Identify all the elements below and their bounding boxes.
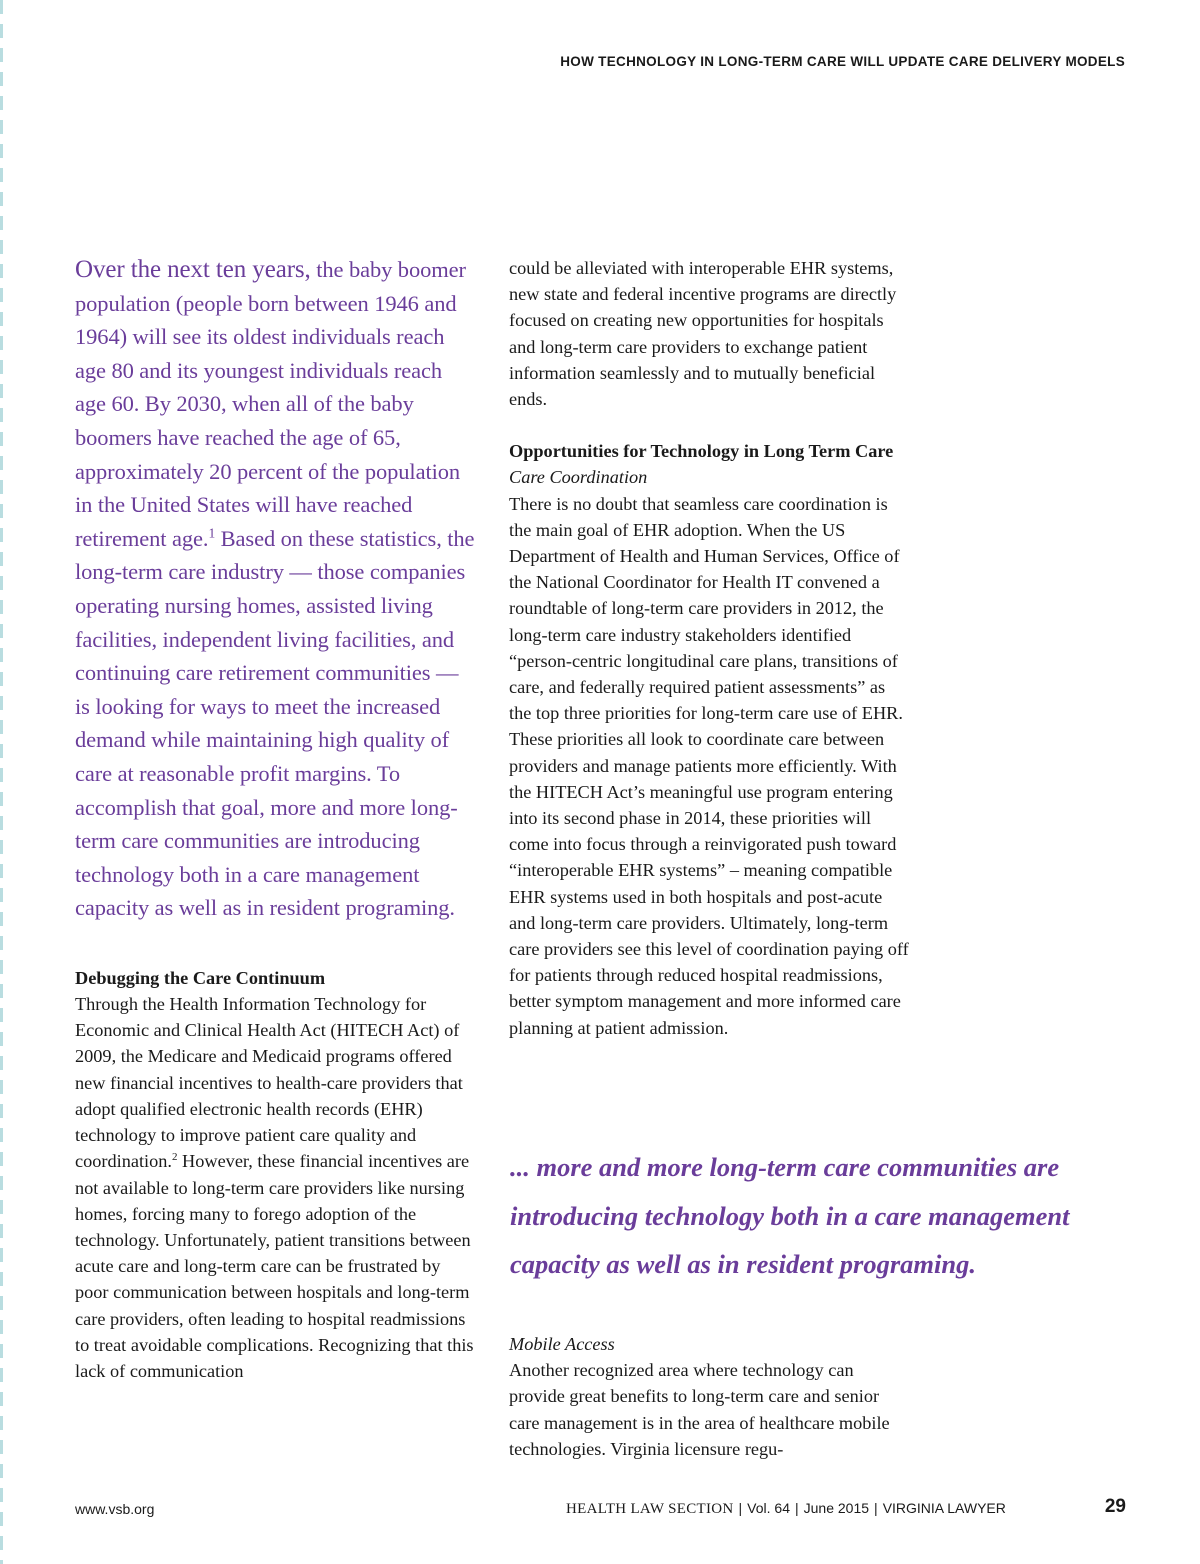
lead-text-a: the baby boomer population (people born between 1946 and 1964) will see its oldest individuals reach age 80 and its youngest individuals reach age 60. By 2030, when all of the baby boomers have reached the age of 65, approximately 20 percent of the population in the United States will have reached retirement age. (75, 257, 466, 551)
footer-separator: | (738, 1500, 743, 1516)
footer-url[interactable]: www.vsb.org (75, 1501, 155, 1517)
lead-paragraph (75, 253, 475, 925)
left-column (75, 253, 475, 1384)
page-number: 29 (1104, 1496, 1126, 1517)
footnote-ref-1[interactable]: 1 (208, 525, 216, 541)
footer-volume: Vol. 64 (747, 1500, 790, 1516)
debugging-text-b: However, these financial incentives are not available to long-term care providers like nursing homes, forcing many to forego adoption of the technology. Unfortunately, patient transitions between acute care and long-term care can be frustrated by poor communication between hospitals and long-term care providers, often leading to hospital readmissions to treat avoidable complications. Recognizing that this lack of communication (75, 1151, 474, 1381)
footer-section: HEALTH LAW SECTION (566, 1501, 734, 1517)
page-edge-marks (0, 0, 3, 1564)
subheading-care-coordination: Care Coordination (509, 467, 648, 488)
footer-separator: | (874, 1500, 878, 1516)
subheading-mobile-access: Mobile Access (509, 1334, 615, 1354)
footer-publication: VIRGINIA LAWYER (882, 1500, 1006, 1516)
lead-in: Over the next ten years, (75, 256, 311, 283)
section-heading-opportunities: Opportunities for Technology in Long Term Care (509, 441, 894, 462)
debugging-paragraph (75, 991, 475, 1384)
running-head: HOW TECHNOLOGY IN LONG-TERM CARE WILL UPDATE CARE DELIVERY MODELS (560, 54, 1125, 69)
footer-publication-line (566, 1500, 1026, 1518)
debugging-text-a: Through the Health Information Technology for Economic and Clinical Health Act (HITECH Act) of 2009, the Medicare and Medicaid programs offered new financial incentives to health-care providers that adopt qualified electronic health records (EHR) technology to improve patient care quality and coordination. (75, 994, 463, 1172)
mobile-access-paragraph: Another recognized area where technology can provide great benefits to long-term care and senior care management is in the area of healthcare mobile technologies. Virginia licensure regu- (509, 1360, 890, 1459)
footer-separator: | (795, 1500, 799, 1516)
section-heading-debugging: Debugging the Care Continuum (75, 967, 326, 988)
footnote-ref-2[interactable]: 2 (171, 1151, 178, 1164)
lead-text-b: Based on these statistics, the long-term care industry — those companies operating nursing homes, assisted living facilities, independent living facilities, and continuing care retirement communities — is looking for ways to meet the increased demand while maintaining high quality of care at reasonable profit margins. To accomplish that goal, more and more long-term care communities are introducing technology both in a care management capacity as well as in resident programing. (75, 525, 475, 921)
pull-quote: ... more and more long-term care communities are introducing technology both in a care management capacity as well as in resident programing. (510, 1152, 1070, 1279)
mobile-access-block (509, 1331, 909, 1462)
care-coordination-paragraph: There is no doubt that seamless care coordination is the main goal of EHR adoption. When the US Department of Health and Human Services, Office of the National Coordinator for Health IT convened a roundtable of long-term care providers in 2012, the long-term care industry stakeholders identified “person-centric longitudinal care plans, transitions of care, and federally required patient assessments” as the top three priorities for long-term care use of EHR. These priorities all look to coordinate care between providers and manage patients more efficiently. With the HITECH Act’s meaningful use program entering into its second phase in 2014, these priorities will come into focus through a reinvigorated push toward “interoperable EHR systems” – meaning compatible EHR systems used in both hospitals and post-acute and long-term care providers. Ultimately, long-term care providers see this level of coordination paying off for patients through reduced hospital readmissions, better symptom management and more informed care planning at patient admission. (509, 493, 909, 1038)
right-column (509, 255, 909, 1041)
debugging-continuation: could be alleviated with interoperable EHR systems, new state and federal incentive programs are directly focused on creating new opportunities for hospitals and long-term care providers to exchange patient information seamlessly and to mutually beneficial ends. (509, 258, 897, 410)
footer-date: June 2015 (803, 1500, 870, 1516)
